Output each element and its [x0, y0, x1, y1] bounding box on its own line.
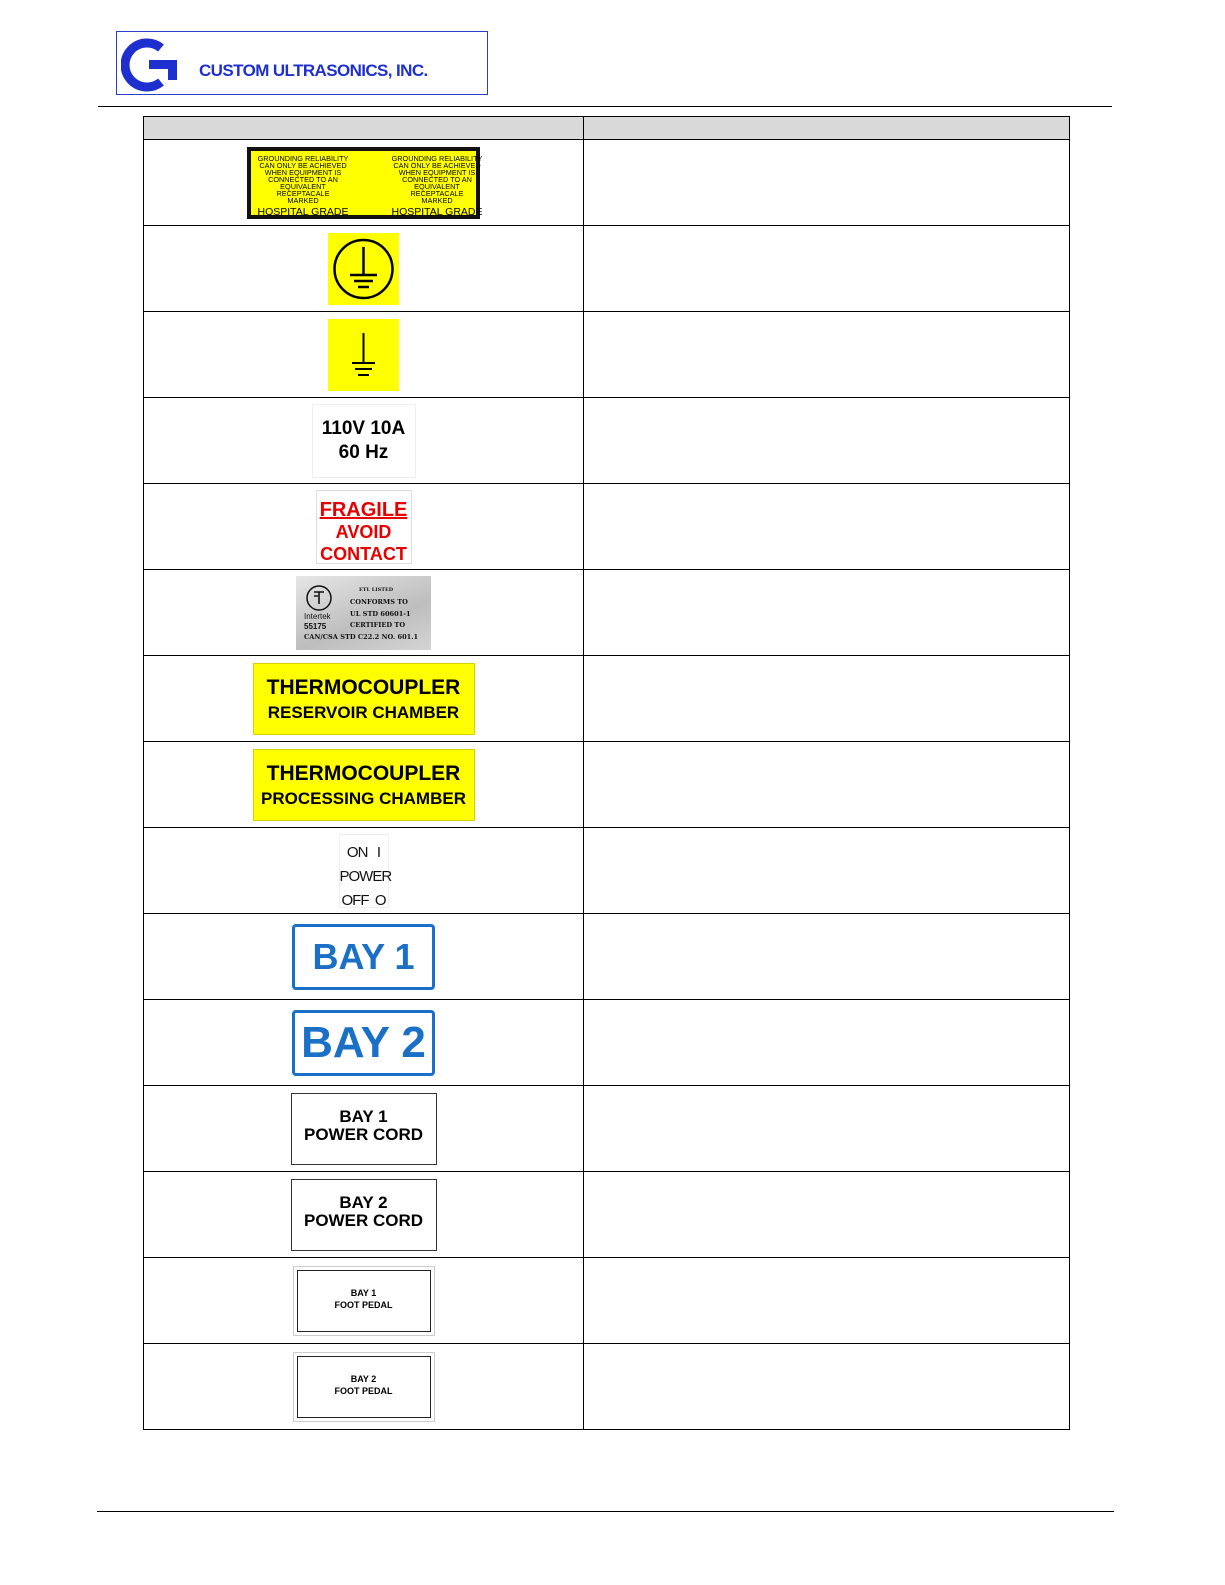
table-row [144, 226, 1070, 312]
hospital-grade-line: WHEN EQUIPMENT IS [264, 167, 342, 177]
hospital-grade-title: HOSPITAL GRADE [391, 205, 483, 218]
label-image-cell [144, 398, 584, 484]
label-description-cell [584, 1344, 1070, 1430]
label-description-cell [584, 828, 1070, 914]
hospital-grade-line: EQUIVALENT RECEPTACALE [276, 181, 330, 198]
foot-pedal-line: FOOT PEDAL [334, 1299, 393, 1310]
custom-ultrasonics-logo-icon [121, 38, 181, 92]
power-cord-line: POWER CORD [304, 1124, 423, 1144]
hospital-grade-line: GROUNDING RELIABILITY [257, 153, 349, 163]
foot-pedal-frame [297, 1270, 431, 1332]
label-image-cell [144, 484, 584, 570]
label-description-cell [584, 1000, 1070, 1086]
footer-rule [97, 1511, 1114, 1512]
power-switch-label [339, 834, 392, 909]
label-description-cell [584, 1172, 1070, 1258]
hospital-grade-line: EQUIVALENT RECEPTACALE [410, 181, 464, 198]
label-description-cell [584, 484, 1070, 570]
etl-listed-plate [296, 576, 431, 650]
header-rule [98, 106, 1112, 107]
rating-line: 110V 10A [321, 417, 406, 439]
power-rating-label [312, 404, 416, 478]
label-image-cell [144, 1344, 584, 1430]
label-image-cell [144, 570, 584, 656]
power-cord-label [291, 1179, 437, 1251]
thermocoupler-line: THERMOCOUPLER [266, 675, 461, 699]
table-row [144, 1344, 1070, 1430]
table-row [144, 570, 1070, 656]
table-row [144, 828, 1070, 914]
hospital-grade-line: WHEN EQUIPMENT IS [398, 167, 476, 177]
etl-number: 55175 [304, 621, 327, 631]
company-logo [116, 31, 488, 95]
column-header-description [584, 117, 1070, 140]
table-row [144, 140, 1070, 226]
table-row [144, 1172, 1070, 1258]
label-description-cell [584, 312, 1070, 398]
earth-ground-label [328, 319, 399, 391]
hospital-grade-line: CONNECTED TO AN [268, 174, 338, 184]
table-header-row [144, 117, 1070, 140]
table-row [144, 742, 1070, 828]
label-description-cell [584, 226, 1070, 312]
power-cord-line: POWER CORD [304, 1210, 423, 1230]
label-description-cell [584, 1086, 1070, 1172]
etl-seal-icon [304, 584, 334, 612]
label-description-cell [584, 742, 1070, 828]
hospital-grade-text [387, 155, 487, 218]
label-image-cell [144, 312, 584, 398]
table-row [144, 398, 1070, 484]
label-image-cell [144, 226, 584, 312]
etl-brand: Intertek [304, 611, 331, 621]
label-description-cell [584, 140, 1070, 226]
thermocoupler-label [253, 749, 475, 821]
label-description-cell [584, 1258, 1070, 1344]
thermocoupler-line: THERMOCOUPLER [266, 761, 461, 785]
label-image-cell [144, 742, 584, 828]
etl-line: CONFORMS TO [350, 597, 408, 606]
label-description-cell [584, 914, 1070, 1000]
fragile-line: CONTACT [320, 543, 407, 564]
hospital-grade-line: CAN ONLY BE ACHIEVED [259, 160, 347, 170]
bay-label-text: BAY 2 [301, 1017, 426, 1067]
labels-table [143, 116, 1070, 1430]
bay-label-text: BAY 1 [312, 935, 415, 977]
foot-pedal-label [293, 1352, 435, 1422]
etl-line: CAN/CSA STD C22.2 NO. 601.1 [304, 632, 419, 641]
hospital-grade-line: CONNECTED TO AN [402, 174, 472, 184]
earth-ground-icon [328, 319, 399, 391]
column-header-label [144, 117, 584, 140]
label-image-cell [144, 1000, 584, 1086]
table-row [144, 312, 1070, 398]
table-row [144, 1000, 1070, 1086]
label-description-cell [584, 656, 1070, 742]
foot-pedal-label [293, 1266, 435, 1336]
power-cord-line: BAY 2 [339, 1192, 388, 1212]
hospital-grade-line: MARKED [287, 195, 319, 205]
table-row [144, 1258, 1070, 1344]
etl-line: CERTIFIED TO [350, 620, 406, 629]
power-cord-line: BAY 1 [339, 1106, 388, 1126]
thermocoupler-label [253, 663, 475, 735]
bay-label [289, 921, 438, 993]
hospital-grade-line: MARKED [421, 195, 453, 205]
fragile-line: AVOID [335, 521, 392, 542]
hospital-grade-label [247, 147, 483, 219]
foot-pedal-line: BAY 1 [350, 1287, 377, 1298]
switch-line: POWER [339, 867, 392, 885]
hospital-grade-line: CAN ONLY BE ACHIEVED [393, 160, 481, 170]
thermocoupler-line: PROCESSING CHAMBER [261, 788, 466, 808]
fragile-line: FRAGILE [319, 498, 408, 521]
label-image-cell [144, 1086, 584, 1172]
foot-pedal-frame [297, 1356, 431, 1418]
hospital-grade-text [253, 155, 353, 218]
protective-earth-label [328, 233, 399, 305]
label-image-cell [144, 828, 584, 914]
table-row [144, 656, 1070, 742]
table-row [144, 914, 1070, 1000]
protective-earth-ground-icon [328, 233, 399, 305]
hospital-grade-title: HOSPITAL GRADE [257, 205, 349, 218]
switch-line: OFF O [341, 891, 386, 909]
label-image-cell [144, 140, 584, 226]
label-image-cell [144, 1258, 584, 1344]
etl-header: ETL LISTED [359, 586, 394, 593]
power-cord-label [291, 1093, 437, 1165]
table-row [144, 1086, 1070, 1172]
foot-pedal-line: BAY 2 [350, 1373, 377, 1384]
label-image-cell [144, 656, 584, 742]
hospital-grade-line: GROUNDING RELIABILITY [391, 153, 483, 163]
rating-line: 60 Hz [338, 441, 389, 463]
thermocoupler-line: RESERVOIR CHAMBER [267, 702, 460, 722]
table-row [144, 484, 1070, 570]
etl-line: UL STD 60601-1 [350, 609, 411, 618]
fragile-label [316, 490, 412, 564]
label-image-cell [144, 914, 584, 1000]
company-name: CUSTOM ULTRASONICS, INC. [199, 61, 428, 80]
bay-label [289, 1007, 438, 1079]
label-description-cell [584, 570, 1070, 656]
foot-pedal-line: FOOT PEDAL [334, 1385, 393, 1396]
switch-line: ON I [346, 843, 381, 861]
label-image-cell [144, 1172, 584, 1258]
label-description-cell [584, 398, 1070, 484]
